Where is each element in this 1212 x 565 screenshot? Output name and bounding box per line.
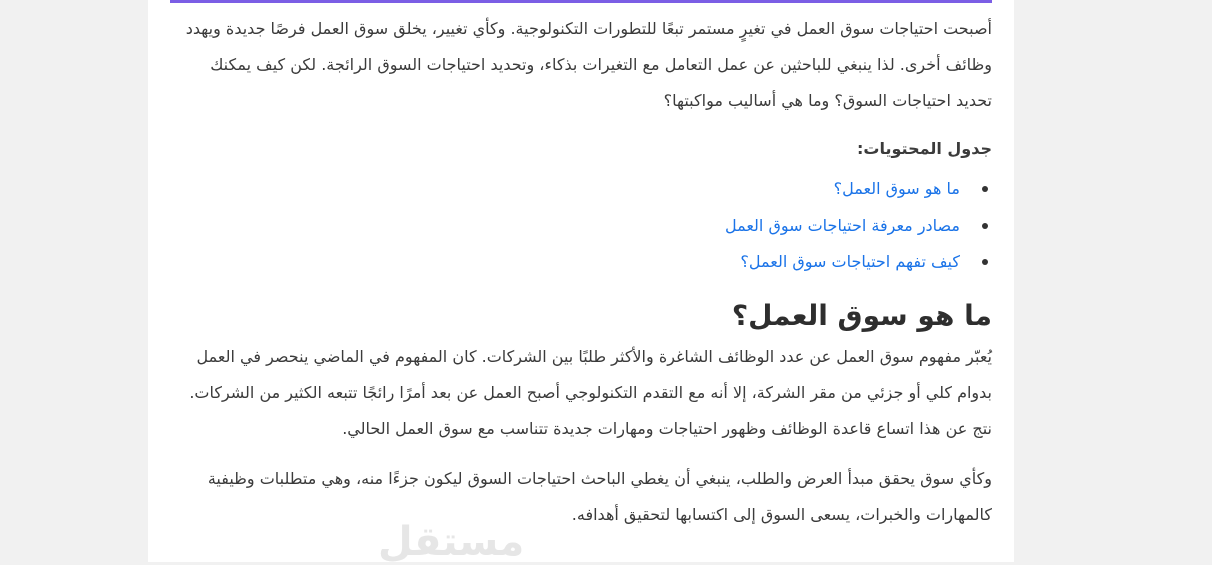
section-paragraph: وكأي سوق يحقق مبدأ العرض والطلب، ينبغي أن يغطي الباحث احتياجات السوق ليكون جزءًا منه، وهي متطلبات وظيفية كالمهارات والخبرات، يسعى السوق إلى اكتسابها لتحقيق أهدافه.: [207, 468, 992, 524]
toc-link-sources[interactable]: مصادر معرفة احتياجات سوق العمل: [724, 215, 960, 235]
toc-item: [170, 208, 960, 245]
toc-title: جدول المحتويات:: [857, 139, 992, 158]
section-paragraph: يُعبّر مفهوم سوق العمل عن عدد الوظائف الشاغرة والأكثر طلبًا بين الشركات. كان المفهوم في الماضي ينحصر في العمل بدوام كلي أو جزئي من مقر الشركة، إلا أنه مع التقدم التكنولوجي أصبح العمل عن بعد أمرًا رائجًا تتبعه الكثير من الشركات. نتج عن هذا اتساع قاعدة الوظائف وظهور احتياجات ومهارات جديدة تتناسب مع سوق العمل الحالي.: [189, 346, 992, 438]
toc-item: [170, 244, 960, 281]
watermark: مستقل: [378, 519, 525, 565]
toc-item: [170, 171, 960, 208]
section-heading: ما هو سوق العمل؟: [731, 298, 992, 332]
article-content: [148, 0, 1014, 562]
toc-link-understand-needs[interactable]: كيف تفهم احتياجات سوق العمل؟: [740, 252, 960, 271]
toc-list: [170, 171, 992, 281]
intro-paragraph: أصبحت احتياجات سوق العمل في تغيرٍ مستمر تبعًا للتطورات التكنولوجية. وكأي تغيير، يخلق سوق العمل فرصًا جديدة ويهدد وظائف أخرى. لذا ينبغي للباحثين عن عمل التعامل مع التغيرات بذكاء، وتحديد احتياجات السوق الرائجة. لكن كيف يمكنك تحديد احتياجات السوق؟ وما هي أساليب مواكبتها؟: [185, 19, 992, 110]
accent-bar: [170, 0, 992, 3]
toc-link-what-is-labor-market[interactable]: ما هو سوق العمل؟: [833, 179, 960, 198]
